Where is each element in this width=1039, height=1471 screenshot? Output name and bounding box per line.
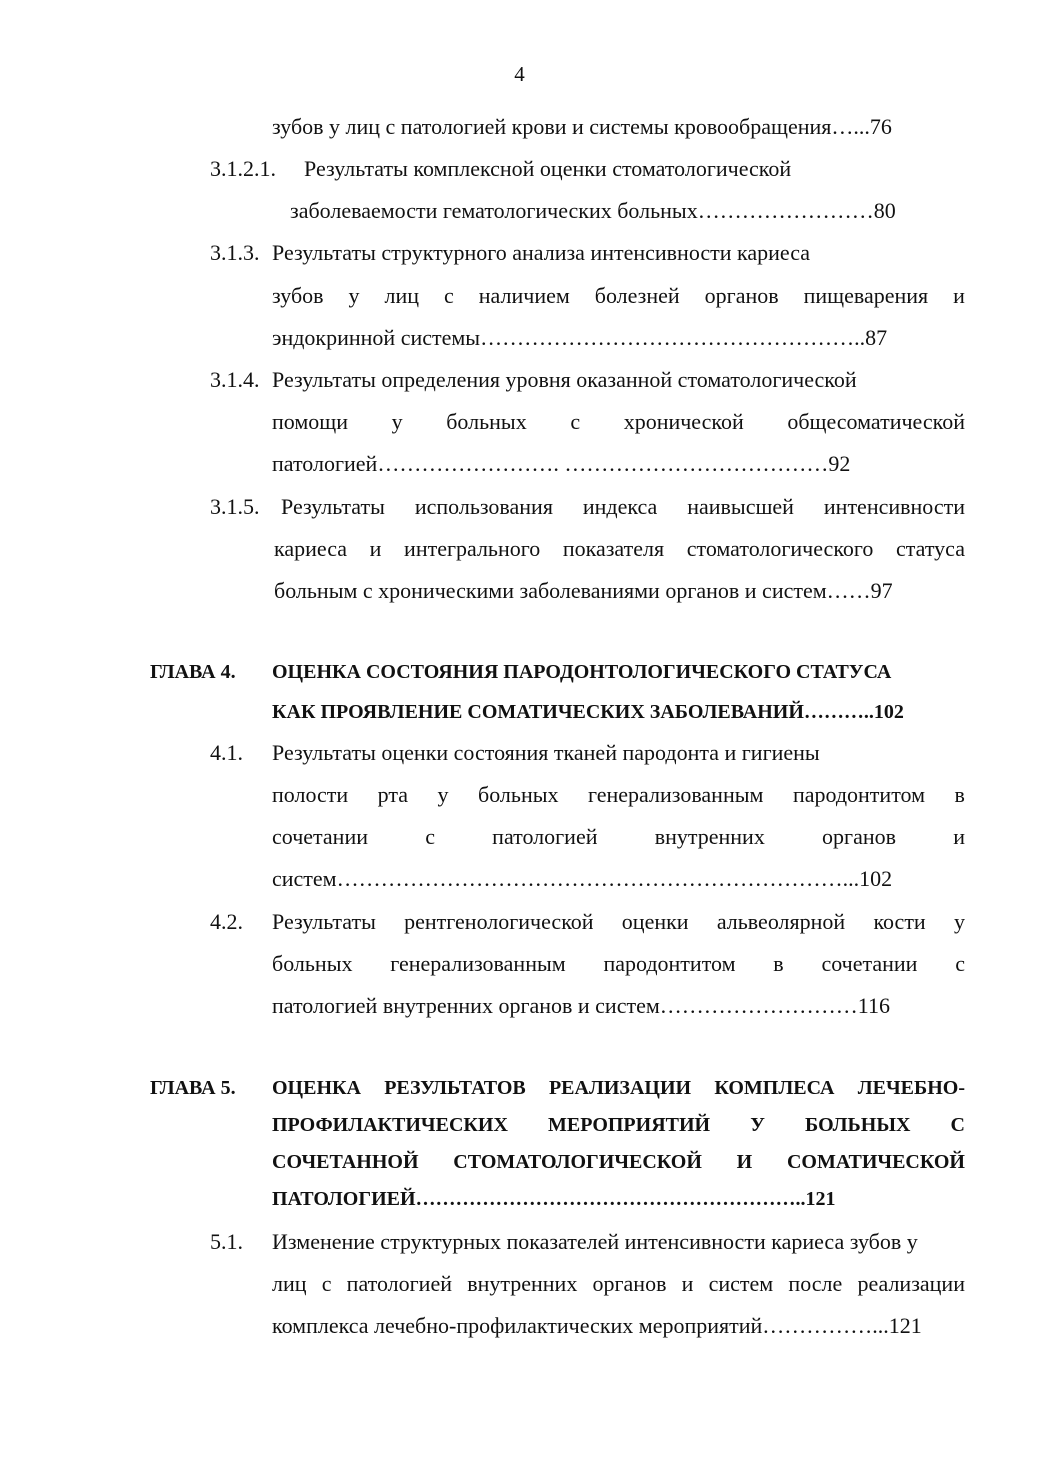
toc-word: ПРОФИЛАКТИЧЕСКИХ <box>272 1114 508 1136</box>
toc-word: у <box>391 409 403 434</box>
toc-word: хронической <box>623 409 744 434</box>
toc-word: и <box>369 536 382 561</box>
toc-word: наличием <box>478 283 570 308</box>
toc-word: с <box>955 951 965 976</box>
toc-word: и <box>953 824 965 849</box>
toc-word: систем <box>708 1271 774 1296</box>
toc-section-number: 5.1. <box>210 1229 243 1254</box>
toc-line: патологией внутренних органов и систем………………………116 <box>272 993 890 1018</box>
toc-word: ОЦЕНКА <box>272 1077 361 1099</box>
toc-word: У <box>750 1114 765 1136</box>
toc-line: Результаты определения уровня оказанной стоматологической <box>272 367 857 392</box>
toc-line: Результаты комплексной оценки стоматологической <box>304 156 792 181</box>
toc-line-justified <box>272 1269 965 1299</box>
toc-word: органов <box>822 824 896 849</box>
toc-line: заболеваемости гематологических больных……………………80 <box>290 198 896 223</box>
toc-section-number: 4.2. <box>210 909 243 934</box>
toc-word: сочетании <box>272 824 368 849</box>
toc-word: интенсивности <box>823 494 965 519</box>
toc-chapter-title <box>272 1110 965 1140</box>
toc-line: зубов у лиц с патологией крови и системы кровообращения…...76 <box>272 114 892 139</box>
toc-line: Изменение структурных показателей интенсивности кариеса зубов у <box>272 1229 918 1254</box>
toc-word: СТОМАТОЛОГИЧЕСКОЙ <box>453 1151 702 1173</box>
toc-word: с <box>444 283 454 308</box>
toc-word: СОМАТИЧЕСКОЙ <box>786 1151 965 1173</box>
toc-word: полости <box>272 782 349 807</box>
toc-word: с <box>425 824 435 849</box>
toc-word: реализации <box>857 1271 965 1296</box>
toc-word: показателя <box>562 536 665 561</box>
toc-line-justified <box>272 780 965 810</box>
toc-word: с <box>321 1271 332 1296</box>
toc-word: наивысшей <box>687 494 794 519</box>
toc-line-justified <box>272 907 965 937</box>
toc-chapter-title <box>272 1147 965 1177</box>
toc-word: МЕРОПРИЯТИЙ <box>548 1114 711 1136</box>
toc-chapter-title: ПАТОЛОГИЕЙ…………………………………………………..121 <box>272 1188 836 1210</box>
toc-word: индекса <box>582 494 658 519</box>
toc-word: И <box>736 1151 753 1173</box>
toc-line-justified <box>274 534 965 564</box>
toc-word: генерализованным <box>390 951 566 976</box>
toc-line: комплекса лечебно-профилактических мероприятий……………...121 <box>272 1313 922 1338</box>
toc-line: Результаты оценки состояния тканей пародонта и гигиены <box>272 740 820 765</box>
toc-word: больных <box>272 951 353 976</box>
toc-word: СОЧЕТАННОЙ <box>272 1151 419 1173</box>
toc-word: рта <box>377 782 409 807</box>
toc-section-number: 4.1. <box>210 740 243 765</box>
toc-word: и <box>953 283 965 308</box>
toc-word: стоматологического <box>686 536 874 561</box>
toc-line-justified <box>272 281 965 311</box>
toc-chapter-number: ГЛАВА 4. <box>150 661 236 683</box>
toc-word: альвеолярной <box>716 909 846 934</box>
toc-line: Результаты структурного анализа интенсивности кариеса <box>272 240 811 265</box>
toc-chapter-title: ОЦЕНКА СОСТОЯНИЯ ПАРОДОНТОЛОГИЧЕСКОГО СТАТУСА <box>272 661 892 683</box>
toc-section-number: 3.1.2.1. <box>210 156 276 181</box>
toc-word: в <box>954 782 965 807</box>
toc-chapter-title <box>272 1073 965 1103</box>
toc-word: С <box>950 1114 965 1136</box>
toc-word: пародонтитом <box>792 782 926 807</box>
toc-word: статуса <box>896 536 965 561</box>
toc-word: кости <box>873 909 926 934</box>
toc-word: лиц <box>384 283 420 308</box>
toc-word: генерализованным <box>588 782 764 807</box>
toc-word: больных <box>478 782 559 807</box>
toc-line-justified <box>272 407 965 437</box>
toc-line: патологией……………………. ………………………………92 <box>272 451 851 476</box>
toc-word: больных <box>446 409 527 434</box>
toc-word: органов <box>704 283 779 308</box>
toc-word: зубов <box>272 283 324 308</box>
toc-line: эндокринной системы……………………………………………..87 <box>272 325 888 350</box>
toc-word: пищеварения <box>803 283 929 308</box>
toc-line-justified <box>281 492 965 522</box>
toc-line: больным с хроническими заболеваниями органов и систем……97 <box>274 578 893 603</box>
toc-word: внутренних <box>654 824 765 849</box>
toc-word: у <box>953 909 965 934</box>
toc-word: после <box>788 1271 843 1296</box>
toc-word: кариеса <box>274 536 348 561</box>
toc-word: патологией <box>346 1271 452 1296</box>
toc-word: у <box>437 782 449 807</box>
toc-word: сочетании <box>821 951 918 976</box>
toc-word: Результаты <box>281 494 385 519</box>
toc-word: и <box>681 1271 694 1296</box>
toc-word: органов <box>592 1271 667 1296</box>
toc-word: ЛЕЧЕБНО- <box>857 1077 965 1099</box>
toc-word: у <box>348 283 360 308</box>
toc-word: РЕАЛИЗАЦИИ <box>548 1077 692 1099</box>
toc-section-number: 3.1.5. <box>210 494 260 519</box>
toc-word: оценки <box>621 909 689 934</box>
toc-word: внутренних <box>467 1271 578 1296</box>
page-number: 4 <box>514 62 525 86</box>
toc-word: РЕЗУЛЬТАТОВ <box>384 1077 526 1099</box>
toc-word: патологией <box>492 824 598 849</box>
toc-word: интегрального <box>404 536 541 561</box>
toc-section-number: 3.1.3. <box>210 240 260 265</box>
toc-word: болезней <box>594 283 680 308</box>
toc-word: лиц <box>272 1271 307 1296</box>
toc-chapter-title: КАК ПРОЯВЛЕНИЕ СОМАТИЧЕСКИХ ЗАБОЛЕВАНИЙ………..102 <box>272 701 904 723</box>
toc-section-number: 3.1.4. <box>210 367 260 392</box>
toc-word: КОМПЛЕСА <box>714 1077 835 1099</box>
toc-word: пародонтитом <box>603 951 736 976</box>
toc-word: помощи <box>272 409 348 434</box>
toc-word: в <box>773 951 784 976</box>
toc-word: общесоматической <box>787 409 965 434</box>
toc-line-justified <box>272 822 965 852</box>
toc-line: систем……………………………………………………………...102 <box>272 866 893 891</box>
toc-line-justified <box>272 949 965 979</box>
toc-word: БОЛЬНЫХ <box>804 1114 911 1136</box>
toc-word: рентгенологической <box>404 909 594 934</box>
toc-word: Результаты <box>272 909 376 934</box>
toc-chapter-number: ГЛАВА 5. <box>150 1077 236 1099</box>
toc-word: с <box>570 409 581 434</box>
toc-word: использования <box>414 494 553 519</box>
